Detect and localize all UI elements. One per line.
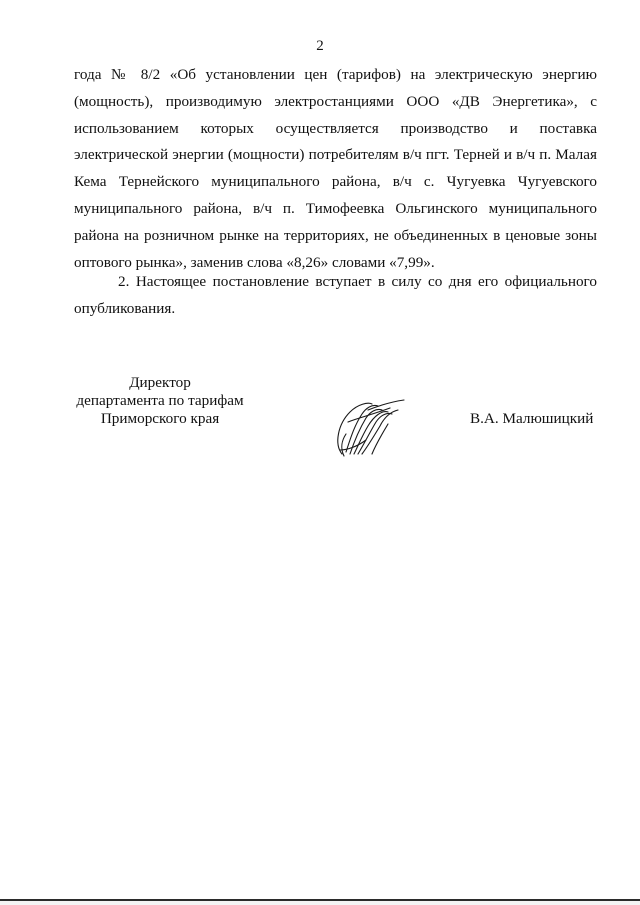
signatory-title-line: департамента по тарифам (76, 392, 244, 409)
paragraph-line: 2. Настоящее постановление вступает в силу со дня его официального (118, 273, 597, 290)
paragraph-line: муниципального района, в/ч п. Тимофеевка Ольгинского муниципального (74, 199, 597, 217)
signatory-title-line: Директор (129, 374, 191, 391)
page-number: 2 (316, 38, 324, 54)
paragraph-line: электрической энергии (мощности) потребителям в/ч пгт. Терней и в/ч п. Малая (74, 146, 597, 164)
handwritten-signature (328, 396, 410, 460)
scan-bottom-shadow (0, 901, 640, 905)
paragraph-line: года № 8/2 «Об установлении цен (тарифов) на электрическую энергию (74, 66, 597, 83)
paragraph-line: оптового рынка», заменив слова «8,26» словами «7,99». (74, 253, 435, 271)
signer-name: В.А. Малюшицкий (470, 410, 594, 427)
paragraph-amendment (74, 62, 597, 276)
paragraph-line: района на розничном рынке на территориях, не объединенных в ценовые зоны (74, 226, 597, 244)
paragraph-effective-date (74, 269, 597, 323)
paragraph-line: (мощность), производимую электростанциями ООО «ДВ Энергетика», с (74, 92, 597, 110)
paragraph-line: использованием которых осуществляется производство и поставка (74, 119, 597, 137)
signatory-title (60, 374, 260, 428)
signatory-title-line: Приморского края (100, 410, 220, 427)
paragraph-line: опубликования. (74, 299, 176, 317)
paragraph-line: Кема Тернейского муниципального района, в/ч с. Чугуевка Чугуевского (74, 173, 597, 191)
